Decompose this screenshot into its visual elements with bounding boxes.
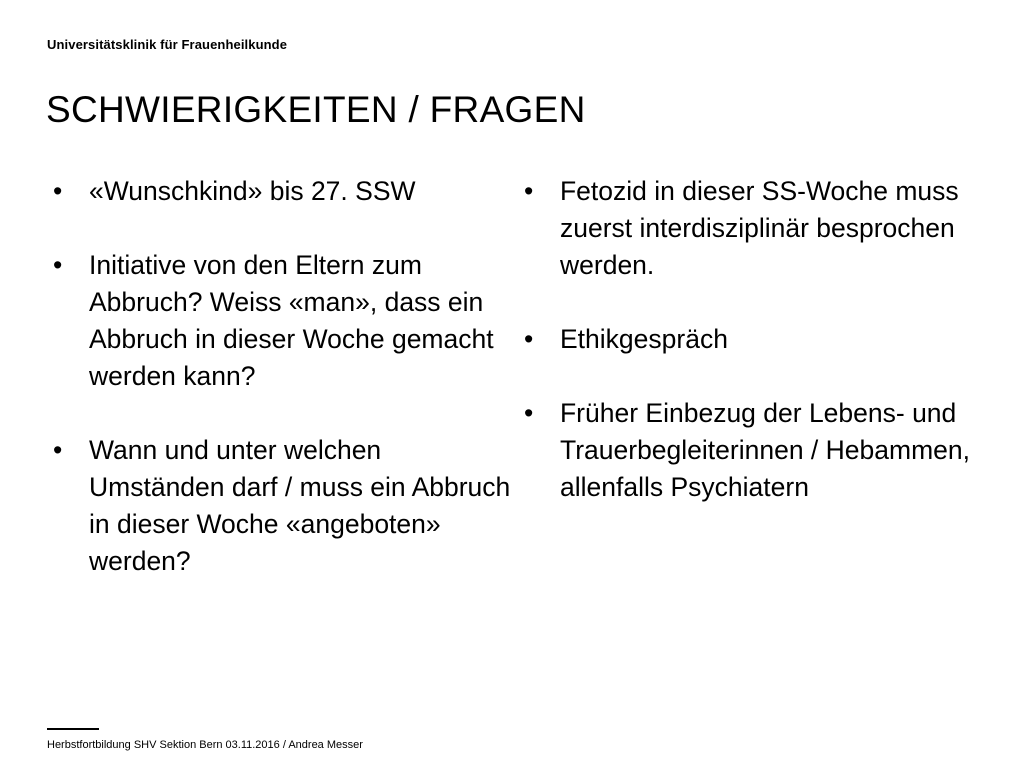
bullet-text: Ethikgespräch [560,324,728,354]
list-item [47,432,512,580]
organization-name: Universitätsklinik für Frauenheilkunde [47,37,288,52]
list-item [518,321,988,358]
bullet-text: Fetozid in dieser SS-Woche muss zuerst interdisziplinär besprochen werden. [560,176,959,280]
bullet-icon: • [53,176,63,206]
right-bullet-list [518,173,988,506]
bullet-icon: • [524,324,534,354]
list-item [47,247,512,395]
bullet-text: Wann und unter welchen Umständen darf / muss ein Abbruch in dieser Woche «angeboten» werden? [89,435,511,576]
bullet-icon: • [53,435,63,465]
slide-title: SCHWIERIGKEITEN / FRAGEN [46,89,586,130]
footer-text: Herbstfortbildung SHV Sektion Bern 03.11.2016 / Andrea Messer [47,739,363,751]
list-item [518,173,988,284]
list-item [47,173,512,210]
bullet-text: Initiative von den Eltern zum Abbruch? Weiss «man», dass ein Abbruch in dieser Woche gemacht werden kann? [89,250,494,391]
bullet-icon: • [524,398,534,428]
list-item [518,395,988,506]
left-bullet-list [47,173,512,580]
bullet-icon: • [53,250,63,280]
bullet-icon: • [524,176,534,206]
footer-divider [47,728,99,730]
bullet-text: Früher Einbezug der Lebens- und Trauerbegleiterinnen / Hebammen, allenfalls Psychiatern [560,398,970,502]
bullet-text: «Wunschkind» bis 27. SSW [89,176,416,206]
